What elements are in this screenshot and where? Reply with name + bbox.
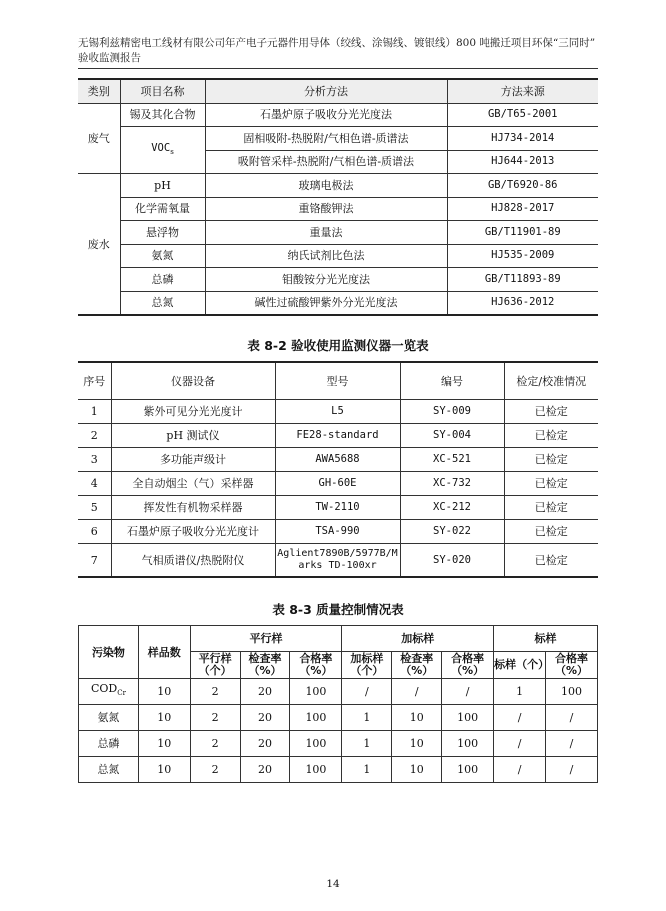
value-cell: / bbox=[442, 679, 494, 705]
table-row bbox=[79, 731, 598, 757]
model-cell: TSA-990 bbox=[275, 520, 400, 544]
model-cell: TW-2110 bbox=[275, 496, 400, 520]
table-row bbox=[78, 221, 598, 245]
value-cell: 1 bbox=[342, 705, 392, 731]
status-cell: 已检定 bbox=[504, 520, 598, 544]
value-cell: / bbox=[494, 705, 546, 731]
item-cell: 总磷 bbox=[120, 268, 205, 292]
device-cell: pH 测试仪 bbox=[111, 424, 275, 448]
status-cell: 已检定 bbox=[504, 544, 598, 578]
no-cell: 6 bbox=[78, 520, 111, 544]
item-cell: 氨氮 bbox=[120, 244, 205, 268]
code-cell: XC-212 bbox=[400, 496, 504, 520]
table-row bbox=[78, 472, 598, 496]
source-cell: HJ644-2013 bbox=[447, 150, 598, 174]
column-header: 标样（个） bbox=[494, 652, 546, 679]
table-header-row bbox=[78, 362, 598, 400]
value-cell: 10 bbox=[392, 757, 442, 783]
table-row bbox=[78, 268, 598, 292]
column-header: 分析方法 bbox=[205, 79, 447, 103]
column-header: 方法来源 bbox=[447, 79, 598, 103]
no-cell: 7 bbox=[78, 544, 111, 578]
table-row bbox=[78, 197, 598, 221]
value-cell: / bbox=[392, 679, 442, 705]
source-cell: GB/T11901-89 bbox=[447, 221, 598, 245]
value-cell: 10 bbox=[138, 679, 190, 705]
table-row bbox=[78, 174, 598, 198]
no-cell: 2 bbox=[78, 424, 111, 448]
value-cell: 100 bbox=[290, 705, 342, 731]
source-cell: HJ734-2014 bbox=[447, 127, 598, 151]
device-cell: 全自动烟尘（气）采样器 bbox=[111, 472, 275, 496]
method-cell: 重铬酸钾法 bbox=[205, 197, 447, 221]
value-cell: 100 bbox=[442, 731, 494, 757]
value-cell: 2 bbox=[190, 679, 240, 705]
device-cell: 气相质谱仪/热脱附仪 bbox=[111, 544, 275, 578]
column-header: 类别 bbox=[78, 79, 120, 103]
source-cell: HJ636-2012 bbox=[447, 291, 598, 315]
group-header: 标样 bbox=[494, 626, 598, 652]
table-header-row bbox=[78, 79, 598, 103]
table-caption: 表 8-3 质量控制情况表 bbox=[272, 602, 404, 617]
value-cell: / bbox=[546, 757, 598, 783]
pollutant-name: COD bbox=[90, 682, 118, 696]
table-header-row bbox=[79, 626, 598, 652]
status-cell: 已检定 bbox=[504, 400, 598, 424]
status-cell: 已检定 bbox=[504, 424, 598, 448]
status-cell: 已检定 bbox=[504, 472, 598, 496]
table-row bbox=[78, 291, 598, 315]
table-row bbox=[78, 520, 598, 544]
table-row bbox=[78, 448, 598, 472]
value-cell: 100 bbox=[442, 757, 494, 783]
table-row bbox=[79, 705, 598, 731]
group-header: 加标样 bbox=[342, 626, 494, 652]
column-header: 检查率（%） bbox=[240, 652, 290, 679]
source-cell: GB/T6920-86 bbox=[447, 174, 598, 198]
column-header: 型号 bbox=[275, 362, 400, 400]
item-cell: 悬浮物 bbox=[120, 221, 205, 245]
value-cell: 100 bbox=[290, 757, 342, 783]
method-cell: 碱性过硫酸钾紫外分光光度法 bbox=[205, 291, 447, 315]
no-cell: 3 bbox=[78, 448, 111, 472]
method-cell: 石墨炉原子吸收分光光度法 bbox=[205, 103, 447, 127]
value-cell: 20 bbox=[240, 679, 290, 705]
value-cell: 20 bbox=[240, 731, 290, 757]
quality-control-table bbox=[78, 625, 598, 783]
code-cell: XC-732 bbox=[400, 472, 504, 496]
table-row bbox=[78, 400, 598, 424]
method-cell: 纳氏试剂比色法 bbox=[205, 244, 447, 268]
device-cell: 多功能声级计 bbox=[111, 448, 275, 472]
model-cell: AWA5688 bbox=[275, 448, 400, 472]
item-name: VOC bbox=[151, 141, 171, 154]
category-cell: 废水 bbox=[78, 174, 120, 316]
pollutant-cell: 总氮 bbox=[79, 757, 139, 783]
table-row bbox=[79, 679, 598, 705]
value-cell: / bbox=[546, 731, 598, 757]
method-cell: 重量法 bbox=[205, 221, 447, 245]
source-cell: HJ828-2017 bbox=[447, 197, 598, 221]
table-row bbox=[78, 127, 598, 151]
header-divider bbox=[78, 68, 598, 69]
value-cell: 10 bbox=[138, 757, 190, 783]
table-row bbox=[78, 496, 598, 520]
no-cell: 1 bbox=[78, 400, 111, 424]
method-cell: 玻璃电极法 bbox=[205, 174, 447, 198]
table-row bbox=[79, 757, 598, 783]
no-cell: 4 bbox=[78, 472, 111, 496]
column-header: 项目名称 bbox=[120, 79, 205, 103]
column-header: 污染物 bbox=[79, 626, 139, 679]
value-cell: 100 bbox=[290, 731, 342, 757]
value-cell: / bbox=[342, 679, 392, 705]
value-cell: 100 bbox=[442, 705, 494, 731]
value-cell: / bbox=[494, 757, 546, 783]
page-number: 14 bbox=[326, 878, 340, 890]
report-header bbox=[78, 36, 598, 66]
value-cell: 1 bbox=[342, 757, 392, 783]
source-cell: GB/T11893-89 bbox=[447, 268, 598, 292]
value-cell: 10 bbox=[138, 705, 190, 731]
column-header: 合格率（%） bbox=[290, 652, 342, 679]
item-cell: 总氮 bbox=[120, 291, 205, 315]
value-cell: / bbox=[546, 705, 598, 731]
device-cell: 紫外可见分光光度计 bbox=[111, 400, 275, 424]
column-header: 合格率（%） bbox=[546, 652, 598, 679]
item-cell bbox=[120, 127, 205, 174]
source-cell: HJ535-2009 bbox=[447, 244, 598, 268]
method-cell: 吸附管采样-热脱附/气相色谱-质谱法 bbox=[205, 150, 447, 174]
item-subscript: s bbox=[170, 148, 174, 157]
column-header: 加标样（个） bbox=[342, 652, 392, 679]
table-row bbox=[78, 544, 598, 578]
column-header: 序号 bbox=[78, 362, 111, 400]
value-cell: 20 bbox=[240, 757, 290, 783]
value-cell: 10 bbox=[138, 731, 190, 757]
instrument-table bbox=[78, 361, 598, 578]
table-row bbox=[78, 424, 598, 448]
no-cell: 5 bbox=[78, 496, 111, 520]
pollutant-cell bbox=[79, 679, 139, 705]
model-cell: L5 bbox=[275, 400, 400, 424]
pollutant-cell: 氨氮 bbox=[79, 705, 139, 731]
header-title-line2: 验收监测报告 bbox=[78, 52, 141, 64]
group-header: 平行样 bbox=[190, 626, 342, 652]
column-header: 仪器设备 bbox=[111, 362, 275, 400]
method-cell: 固相吸附-热脱附/气相色谱-质谱法 bbox=[205, 127, 447, 151]
table-caption: 表 8-2 验收使用监测仪器一览表 bbox=[247, 338, 429, 353]
column-header: 编号 bbox=[400, 362, 504, 400]
value-cell: 10 bbox=[392, 731, 442, 757]
column-header: 合格率（%） bbox=[442, 652, 494, 679]
value-cell: 20 bbox=[240, 705, 290, 731]
code-cell: SY-022 bbox=[400, 520, 504, 544]
source-cell: GB/T65-2001 bbox=[447, 103, 598, 127]
code-cell: SY-004 bbox=[400, 424, 504, 448]
table-row bbox=[78, 244, 598, 268]
value-cell: 100 bbox=[546, 679, 598, 705]
code-cell: XC-521 bbox=[400, 448, 504, 472]
column-header: 样品数 bbox=[138, 626, 190, 679]
device-cell: 石墨炉原子吸收分光光度计 bbox=[111, 520, 275, 544]
value-cell: 2 bbox=[190, 757, 240, 783]
method-cell: 钼酸铵分光光度法 bbox=[205, 268, 447, 292]
column-header: 检定/校准情况 bbox=[504, 362, 598, 400]
model-cell: Aglient7890B/5977B/Marks TD-100xr bbox=[275, 544, 400, 578]
value-cell: 100 bbox=[290, 679, 342, 705]
model-cell: GH-60E bbox=[275, 472, 400, 496]
column-header: 检查率（%） bbox=[392, 652, 442, 679]
status-cell: 已检定 bbox=[504, 496, 598, 520]
model-cell: FE28-standard bbox=[275, 424, 400, 448]
pollutant-subscript: Cr bbox=[117, 689, 126, 698]
pollutant-cell: 总磷 bbox=[79, 731, 139, 757]
item-cell: 化学需氧量 bbox=[120, 197, 205, 221]
table-row bbox=[78, 103, 598, 127]
value-cell: 10 bbox=[392, 705, 442, 731]
column-header: 平行样（个） bbox=[190, 652, 240, 679]
value-cell: 1 bbox=[342, 731, 392, 757]
analysis-method-table bbox=[78, 78, 598, 316]
status-cell: 已检定 bbox=[504, 448, 598, 472]
item-cell: pH bbox=[120, 174, 205, 198]
value-cell: / bbox=[494, 731, 546, 757]
header-title-line1: 无锡利兹精密电工线材有限公司年产电子元器件用导体（绞线、涂锡线、镀银线）800 吨搬迁项目环保“三同时” bbox=[78, 37, 596, 49]
item-cell: 锡及其化合物 bbox=[120, 103, 205, 127]
device-cell: 挥发性有机物采样器 bbox=[111, 496, 275, 520]
value-cell: 2 bbox=[190, 705, 240, 731]
value-cell: 2 bbox=[190, 731, 240, 757]
category-cell: 废气 bbox=[78, 103, 120, 174]
code-cell: SY-009 bbox=[400, 400, 504, 424]
value-cell: 1 bbox=[494, 679, 546, 705]
code-cell: SY-020 bbox=[400, 544, 504, 578]
